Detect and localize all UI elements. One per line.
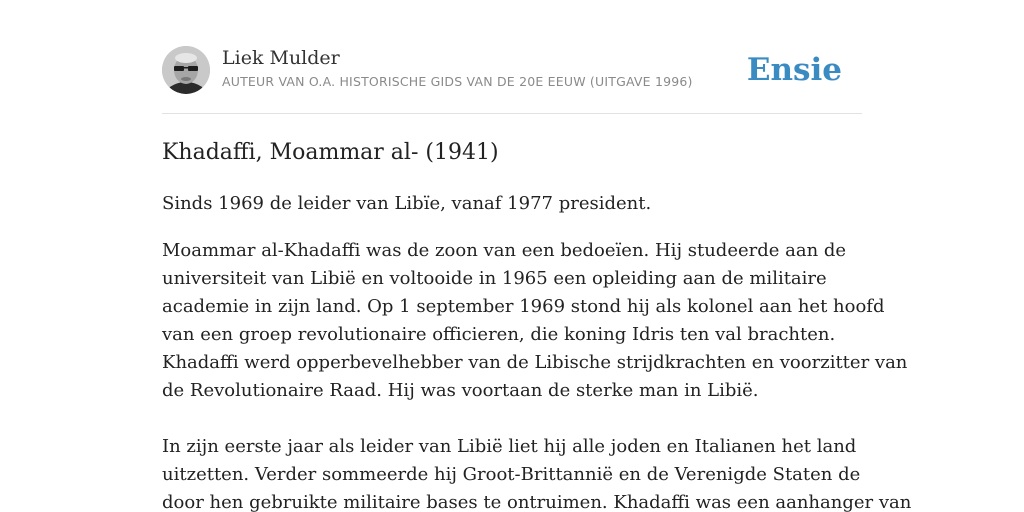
- body-line: In zijn eerste jaar als leider van Libië liet hij alle joden en Italianen het land: [162, 436, 857, 457]
- author-name[interactable]: Liek Mulder: [222, 47, 340, 69]
- ensie-logo[interactable]: Ensie: [746, 52, 842, 88]
- body-line: uitzetten. Verder sommeerde hij Groot-Brittannië en de Verenigde Staten de: [162, 464, 861, 485]
- article-summary: Sinds 1969 de leider van Libïe, vanaf 1977 president.: [162, 193, 652, 214]
- author-description: AUTEUR VAN O.A. HISTORISCHE GIDS VAN DE 20E EEUW (UITGAVE 1996): [222, 74, 693, 89]
- body-line: van een groep revolutionaire officieren, die koning Idris ten val brachten.: [162, 324, 836, 345]
- body-line: door hen gebruikte militaire bases te ontruimen. Khadaffi was een aanhanger van: [162, 492, 912, 512]
- article-body: [162, 237, 912, 512]
- body-line: universiteit van Libië en voltooide in 1965 een opleiding aan de militaire: [162, 268, 827, 289]
- article-title: Khadaffi, Moammar al- (1941): [162, 140, 499, 165]
- body-line: academie in zijn land. Op 1 september 1969 stond hij als kolonel aan het hoofd: [162, 296, 885, 317]
- header-divider: [162, 113, 862, 114]
- author-header: [162, 46, 862, 96]
- paragraph-spacer: [162, 405, 862, 433]
- person-photo-icon: [162, 46, 210, 94]
- body-line: de Revolutionaire Raad. Hij was voortaan de sterke man in Libië.: [162, 380, 759, 401]
- body-line: Moammar al-Khadaffi was de zoon van een bedoeïen. Hij studeerde aan de: [162, 240, 847, 261]
- body-line: Khadaffi werd opperbevelhebber van de Libische strijdkrachten en voorzitter van: [162, 352, 908, 373]
- author-avatar[interactable]: [162, 46, 210, 94]
